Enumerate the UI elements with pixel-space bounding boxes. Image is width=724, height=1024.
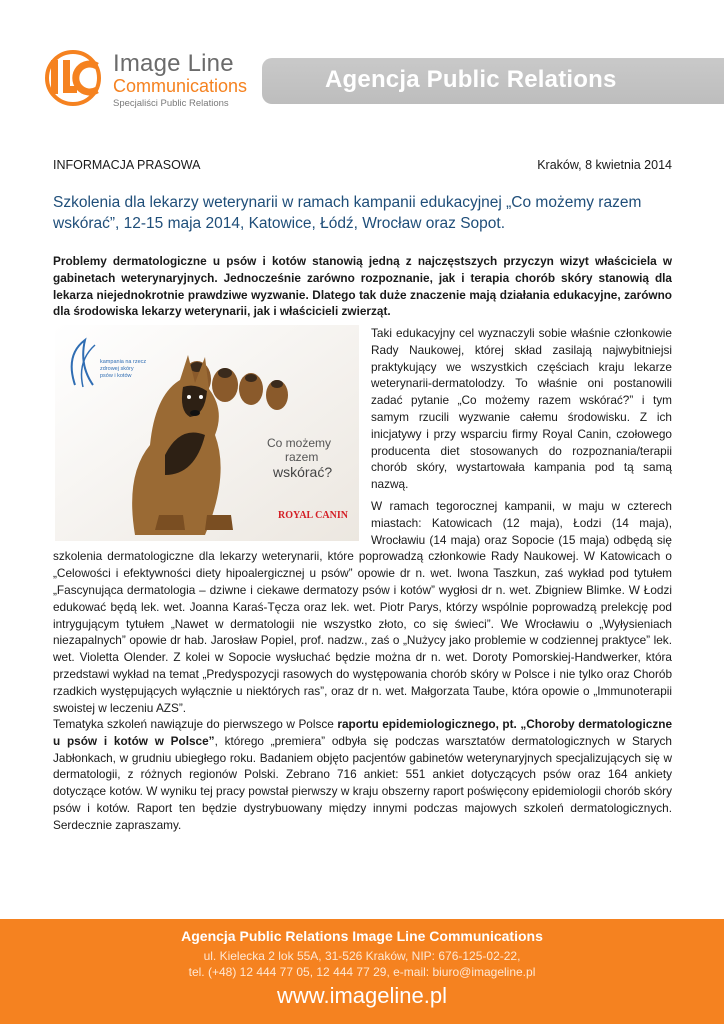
logo-company-name: Image Line <box>113 50 234 77</box>
article-body <box>53 325 672 721</box>
logo-text <box>113 52 247 110</box>
slogan-line-3: wskórać? <box>273 464 333 480</box>
footer-company: Agencja Public Relations Image Line Communications <box>181 928 543 944</box>
logo-company-sub: Communications <box>113 76 248 96</box>
footer-website-link[interactable]: www.imageline.pl <box>277 983 447 1008</box>
press-release-label: INFORMACJA PRASOWA <box>53 158 201 172</box>
svg-text:zdrowej skóry: zdrowej skóry <box>100 366 134 372</box>
campaign-photo <box>55 325 359 541</box>
footer-address: ul. Kielecka 2 lok 55A, 31-526 Kraków, NIP: 676-125-02-22, <box>203 949 521 963</box>
body-paragraph-2: W ramach tegorocznej kampanii, w maju w czterech miastach: Katowicach (12 maja), Łodzi (14 maja), Wrocławiu (14 maja) oraz Sopocie (15 maja) odbędą się szkolenia dermatologiczne dla lekarzy weterynarii, które poprowadzą członkowie Rady Naukowej. W Katowicach o „Celowości i efektywności diety hipoalergicznej u psów” opowie dr n. wet. Iwona Taszkun, zaś wykład pod tytułem „Fascynująca dermatologia – dziwne i ciekawe dermatozy psów i kotów” wygłosi dr n. wet. Zbigniew Blimke. W Łodzi edukować będą lek. wet. Joanna Karaś-Tęcza oraz lek. wet. Piotr Parys, którzy wspólnie poprowadzą prelekcję pod intrygującym tytułem „Nawet w dermatologii nie wszystko złoto, co się świeci”. We Wrocławiu o „Wyłysieniach niezapalnych” opowie dr hab. Jarosław Popiel, prof. nadzw., zaś o „Nużycy jako problemie w codziennej praktyce” lek. wet. Violetta Olender. Z kolei w Sopocie wysłuchać będzie można dr n. wet. Doroty Pomorskiej-Handwerker, która przedstawi wykład na temat „Predyspozycji rasowych do występowania chorób skóry w Polsce i nie tylko oraz Chorób rzadkich występujących wyłącznie u niektórych ras”, oraz dr n. wet. Małgorzata Taube, która opowie o „Immunoterapii swoistej w leczeniu AZS”. <box>53 498 672 715</box>
slogan-line-1: Co możemy <box>267 436 332 450</box>
body-paragraph-1: Taki edukacyjny cel wyznaczyli sobie właśnie członkowie Rady Naukowej, której skład zasilają najwybitniejsi praktykujący we wszystkich częściach kraju lekarze weterynarii-dermatolodzy. To właśnie oni postanowili zadać pytanie „Co możemy razem wskórać?” i tym samym rzucili wyzwanie całemu środowisku. Z ich inicjatywy i przy wsparciu firmy Royal Canin, czołowego producenta diet stosowanych do rozpoznania/terapii chorób skóry, wystartowała kampania pod tą samą nazwą. <box>371 326 672 492</box>
body-paragraph-3-intro: Tematyka szkoleń nawiązuje do pierwszego w Polsce <box>53 717 338 731</box>
agency-banner-title: Agencja Public Relations <box>325 66 617 93</box>
campaign-label: kampania na rzecz <box>100 359 147 365</box>
lead-paragraph: Problemy dermatologiczne u psów i kotów stanowią jedną z najczęstszych przyczyn wizyt właściciela w gabinetach weterynaryjnych. Jednocześnie zarówno rozpoznanie, jak i terapia chorób skóry stanowią dla lekarza niejednokrotnie prawdziwe wyzwanie. Dlatego tak duże znaczenie mają działania edukacyjne, zarówno dla środowiska lekarzy weterynarii, jak i właścicieli zwierząt. <box>53 254 672 319</box>
slogan-line-2: razem <box>285 450 319 464</box>
logo-tagline: Specjaliści Public Relations <box>113 98 229 109</box>
press-release-date: Kraków, 8 kwietnia 2014 <box>537 158 672 172</box>
brand-logo-text: ROYAL CANIN <box>278 510 348 521</box>
page-title: Szkolenia dla lekarzy weterynarii w ramach kampanii edukacyjnej „Co możemy razem wskórać”, 12-15 maja 2014, Katowice, Łódź, Wrocław oraz Sopot. <box>53 194 642 232</box>
agency-banner <box>262 58 724 104</box>
body-paragraph-3-rest: , którego „premiera” odbyła się podczas warsztatów dermatologicznych w Starych Jabłonkach, w grudniu ubiegłego roku. Badaniem objęto pacjentów gabinetów weterynaryjnych specjalizujących się w dermatologii, z różnych regionów Polski. Zebrano 716 ankiet: 551 ankiet dotyczących psów oraz 164 ankiety dotyczące kotów. W wyniku tej pracy powstał pierwszy w kraju obszerny raport poświęcony epidemiologii chorób skóry psów i kotów. Raport ten będzie dystrybuowany między innymi podczas majowych szkoleń dermatologicznych. Serdecznie zapraszamy. <box>53 733 672 832</box>
ilc-logo-icon <box>45 50 107 106</box>
report-title: raportu epidemiologicznego, pt. „Choroby dermatologiczne u psów i kotów w Polsce” <box>53 717 673 748</box>
footer <box>0 919 724 1024</box>
body-paragraph-3 <box>53 716 672 834</box>
footer-contact: tel. (+48) 12 444 77 05, 12 444 77 29, e-mail: biuro@imageline.pl <box>188 965 536 979</box>
campaign-photo-art <box>55 325 359 541</box>
svg-text:psów i kotów: psów i kotów <box>100 373 132 379</box>
press-info-row <box>53 158 672 176</box>
letterhead <box>0 0 724 130</box>
